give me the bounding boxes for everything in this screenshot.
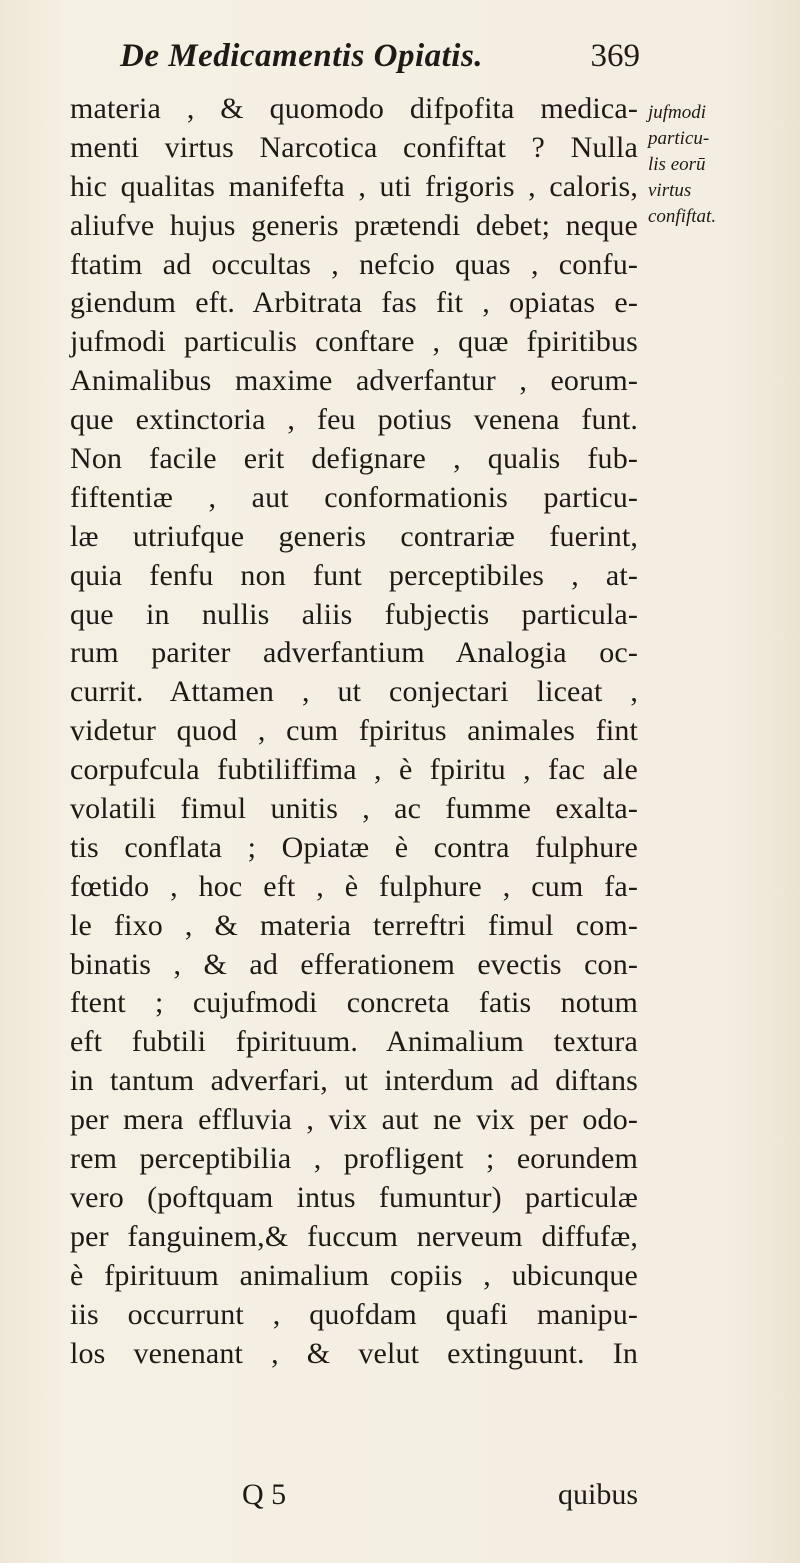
text-line: hic qualitas manifefta , uti frigoris , caloris, — [70, 169, 638, 203]
text-line: jufmodi particulis conftare , quæ fpiritibus — [70, 325, 638, 359]
text-line: per mera effluvia , vix aut ne vix per odo- — [70, 1103, 638, 1137]
text-line: giendum eft. Arbitrata fas fit , opiatas e- — [70, 286, 638, 320]
text-line: videtur quod , cum fpiritus animales fint — [70, 714, 638, 748]
marginal-note-line: lis eorū — [648, 154, 706, 175]
text-line: eft fubtili fpirituum. Animalium textura — [70, 1025, 638, 1059]
text-line: los venenant , & velut extinguunt. In — [70, 1336, 638, 1370]
marginal-note-line: confiftat. — [648, 206, 717, 227]
text-line: iis occurrunt , quofdam quafi manipu- — [70, 1297, 638, 1331]
page-number: 369 — [590, 38, 640, 74]
running-title: De Medicamentis Opiatis. — [120, 38, 484, 74]
text-line: volatili fimul unitis , ac fumme exalta- — [70, 792, 638, 826]
text-line: in tantum adverfari, ut interdum ad diftans — [70, 1064, 638, 1098]
text-line: ftent ; cujufmodi concreta fatis notum — [70, 986, 638, 1020]
text-line: menti virtus Narcotica confiftat ? Nulla — [70, 130, 638, 164]
text-line: ftatim ad occultas , nefcio quas , confu- — [70, 247, 638, 281]
marginal-note — [648, 100, 798, 230]
marginal-note-line: particu- — [648, 128, 710, 149]
text-line: aliufve hujus generis prætendi debet; neque — [70, 208, 638, 242]
text-line: fœtido , hoc eft , è fulphure , cum fa- — [70, 869, 638, 903]
text-line: currit. Attamen , ut conjectari liceat , — [70, 675, 638, 709]
page-header — [120, 38, 640, 84]
catchword: quibus — [557, 1478, 638, 1511]
text-line: que in nullis aliis fubjectis particula- — [70, 597, 638, 631]
text-line: vero (poftquam intus fumuntur) particulæ — [70, 1180, 638, 1214]
marginal-note-line: jufmodi — [648, 102, 707, 123]
text-line: tis conflata ; Opiatæ è contra fulphure — [70, 830, 638, 864]
page-footer — [70, 1478, 638, 1522]
text-line: fiftentiæ , aut conformationis particu- — [70, 480, 638, 514]
signature-mark: Q 5 — [242, 1478, 287, 1511]
text-line: que extinctoria , feu potius venena funt. — [70, 403, 638, 437]
marginal-note-line: virtus — [648, 180, 692, 201]
body-text — [70, 90, 638, 1373]
text-line: quia fenfu non funt perceptibiles , at- — [70, 558, 638, 592]
text-line: Non facile erit defignare , qualis fub- — [70, 442, 638, 476]
text-line: le fixo , & materia terreftri fimul com- — [70, 908, 638, 942]
text-line: rem perceptibilia , profligent ; eorundem — [70, 1142, 638, 1176]
text-line: per fanguinem,& fuccum nerveum diffufæ, — [70, 1219, 638, 1253]
text-line: rum pariter adverfantium Analogia oc- — [70, 636, 638, 670]
text-line: materia , & quomodo difpofita medica- — [70, 92, 638, 125]
text-line: binatis , & ad efferationem evectis con- — [70, 947, 638, 981]
text-line: læ utriufque generis contrariæ fuerint, — [70, 519, 638, 553]
text-line: è fpirituum animalium copiis , ubicunque — [70, 1258, 638, 1292]
text-line: corpufcula fubtiliffima , è fpiritu , fac ale — [70, 753, 638, 787]
text-line: Animalibus maxime adverfantur , eorum- — [70, 364, 638, 398]
